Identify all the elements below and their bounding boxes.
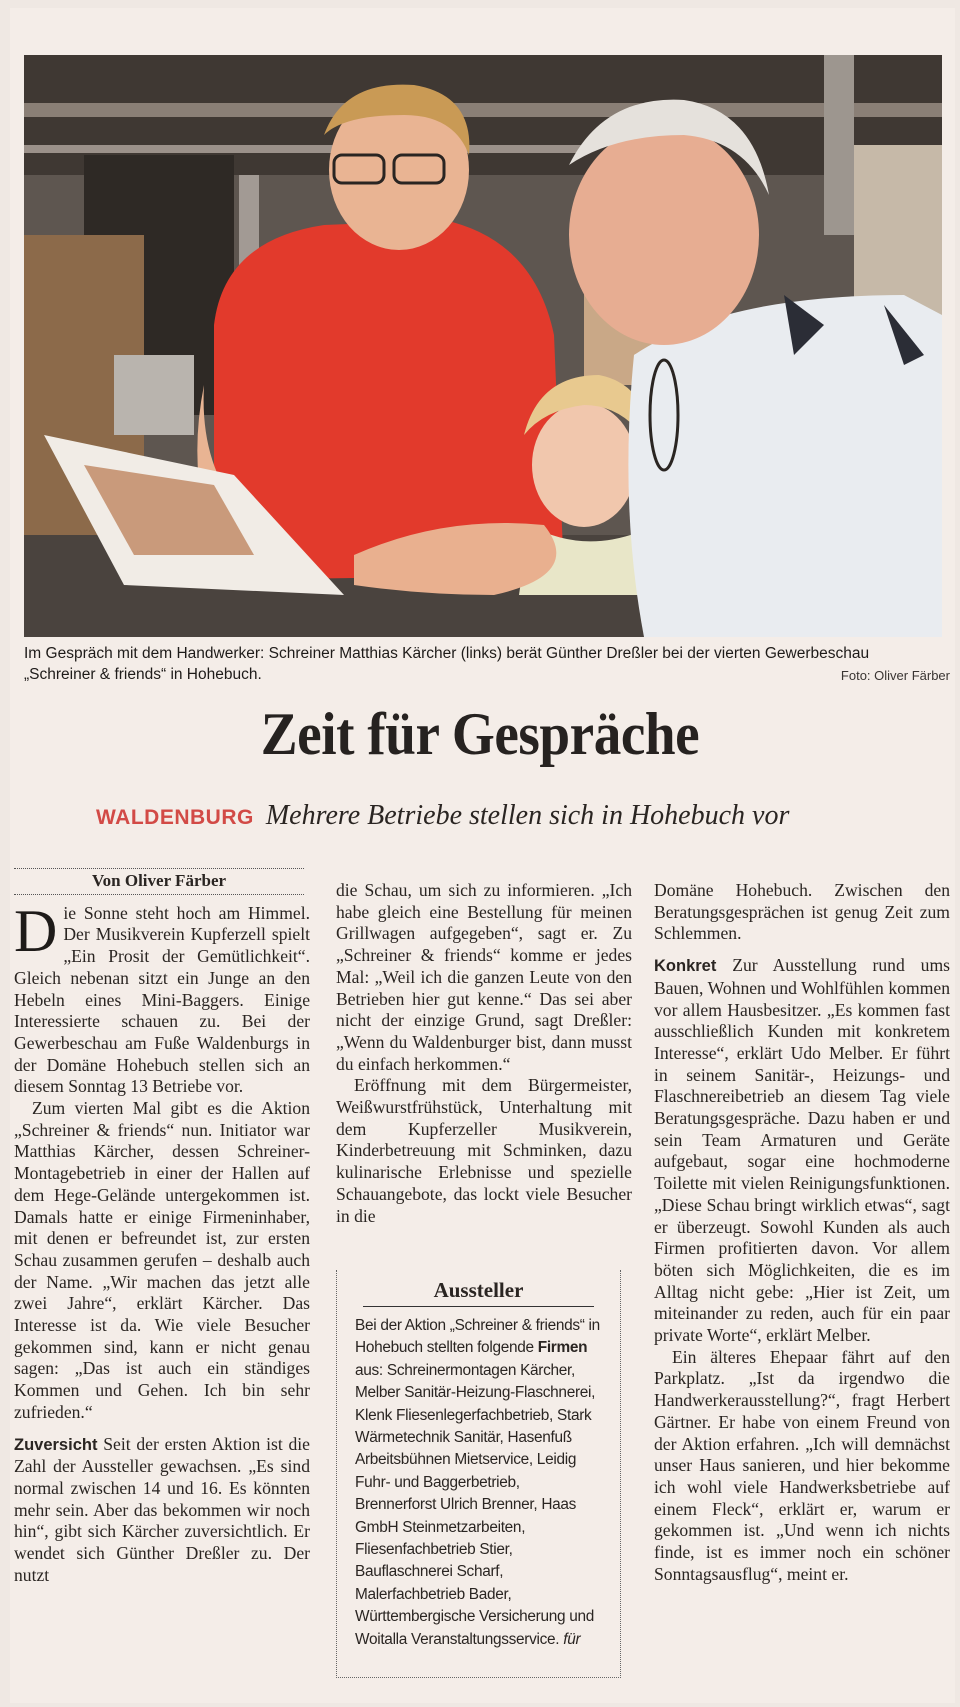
photo-credit: Foto: Oliver Färber — [840, 668, 950, 683]
paragraph: Zum vierten Mal gibt es die Aktion „Schreiner & friends“ nun. Initiator war Matthias Kärcher, dessen Schreiner-Montagebetrieb in einer der Hallen auf dem Hege-Gelände untergekommen ist. Damals hatte er einige Firmeninhaber, mit denen er befreundet ist, zur ersten Schau zusammen gerufen – deshalb auch der Name. „Wir machen das jetzt alle zwei Jahre“, erklärt Kärcher. Das Interesse ist da. Wie viele Besucher gekommen sind, kann er nicht genau sagen: „Das ist auch ein ständiges Kommen und Gehen. Ich bin sehr zufrieden.“ — [14, 1098, 310, 1422]
paragraph: Ein älteres Ehepaar fährt auf den Parkplatz. „Ist da irgendwo die Handwerkerausstellung?“, fragt Herbert Gärtner. Er habe von einem Freund von der Aktion erfahren. „Ich will demnächst unser Haus sanieren, und hier bekomme ich wohl viele Handwerksbetriebe auf einem Fleck“, erklärt er, warum er gekommen ist. „Und wenn ich nichts finde, ist es immer noch ein schöner Sonntagsausflug“, meint er. — [654, 1346, 950, 1584]
paragraph-text: Zur Ausstellung rund ums Bauen, Wohnen und Wohlfühlen kommen vor allem Hausbesitzer. „Es kommen fast ausschließlich Kunden mit konkretem Interesse“, erklärt Udo Melber. Er führt in seinem Sanitär-, Heizungs- und Flaschnereibetrieb an diesem Tag viele Beratungsgespräche. Dazu haben er und sein Team Armaturen und Geräte aufgebaut, sogar eine hochmoderne Toilette mit vielen Reinigungsfunktionen. „Diese Schau bringt wirklich etwas“, sagt er überzeugt. Sowohl Kunden als auch Firmen profitierten davon. Vor allem böten sich Möglichkeiten, die es im Alltag nicht gebe: „Hier ist Zeit, um miteinander zu reden, auch für ein paar private Worte“, erklärt Melber. — [654, 955, 950, 1346]
paragraph-text: ie Sonne steht hoch am Himmel. Der Musikverein Kupferzell spielt „Ein Prosit der Gemütlichkeit“. Gleich nebenan sitzt ein Junge an den Hebeln eines Mini-Baggers. Einige Interessierte schauen zu. Bei der Gewerbeschau am Fuße Waldenburgs in der Domäne Hohebuch stellen sich an diesem Sonntag 13 Betriebe vor. — [14, 902, 310, 1097]
box-text: aus: Schreinermontagen Kärcher, Melber Sanitär-Heizung-Flaschnerei, Klenk Fliesenlegerfachbetrieb, Stark Wärmetechnik Sanitär, Hasenfuß Arbeitsbühnen Mietservice, Leidig Fuhr- und Baggerbetrieb, Brennerforst Ulrich Brenner, Haas GmbH Steinmetzarbeiten, Fliesenfachbetrieb Stier, Bauflaschnerei Scharf, Malerfachbetrieb Bader, Württembergische Versicherung und Woitalla Veranstaltungsservice. — [355, 1361, 596, 1648]
paragraph: die Schau, um sich zu informieren. „Ich habe gleich eine Bestellung für meinen Grillwagen aufgegeben“, sagt er. Zu „Schreiner & friends“ komme er jedes Mal: „Weil ich die ganzen Leute von den Betrieben hier gut kenne.“ Das sei aber nicht der einzige Grund, sagt Dreßler: „Wenn du Waldenburger bist, dann musst du einfach herkommen.“ — [336, 880, 632, 1074]
box-bold: Firmen — [537, 1339, 588, 1357]
box-intro: Bei der Aktion „Schreiner & friends“ in Hohebuch stellten folgende — [355, 1317, 600, 1357]
paragraph: Eröffnung mit dem Bürgermeister, Weißwurstfrühstück, Unterhaltung mit dem Kupferzeller Musikverein, Kinderbetreuung mit Schminken, dazu kulinarische Erlebnisse und spezielle Schauangebote, das lockt viele Besucher in die — [336, 1075, 632, 1226]
paragraph — [654, 955, 950, 1347]
photo-icon — [24, 55, 942, 637]
article-photo — [24, 55, 942, 637]
paragraph-text: Seit der ersten Aktion ist die Zahl der Aussteller gewachsen. „Es sind normal zwischen 14 und 16. Es könnten mehr sein. Aber das bekommen wir noch hin“, gibt sich Kärcher zuversichtlich. Er wendet sich Günther Dreßler zu. Der nutzt — [14, 1433, 310, 1585]
headline: Zeit für Gespräche — [260, 701, 700, 767]
section-lead: Konkret — [654, 957, 717, 976]
paragraph — [14, 897, 310, 1098]
photo-caption: Im Gespräch mit dem Handwerker: Schreiner Matthias Kärcher (links) berät Günther Dreßler bei der vierten Gewerbeschau „Schreiner & friends“ in Hohebuch. — [24, 645, 870, 683]
paragraph: Domäne Hohebuch. Zwischen den Beratungsgesprächen ist genug Zeit zum Schlemmen. — [654, 880, 950, 944]
subheadline: Mehrere Betriebe stellen sich in Hohebuch vor — [265, 800, 790, 831]
box-body — [355, 1315, 600, 1651]
kicker-line — [96, 800, 789, 832]
column-2 — [336, 880, 632, 1227]
location-kicker: WALDENBURG — [96, 806, 254, 829]
box-title: Aussteller — [363, 1278, 594, 1307]
section-lead: Zuversicht — [14, 1435, 98, 1454]
column-3 — [654, 880, 950, 1586]
paragraph — [14, 1434, 310, 1587]
author-sign: für — [559, 1630, 581, 1648]
byline: Von Oliver Färber — [14, 868, 304, 895]
exhibitor-box — [336, 1270, 621, 1678]
drop-cap: D — [14, 897, 58, 964]
column-1 — [14, 871, 310, 1587]
